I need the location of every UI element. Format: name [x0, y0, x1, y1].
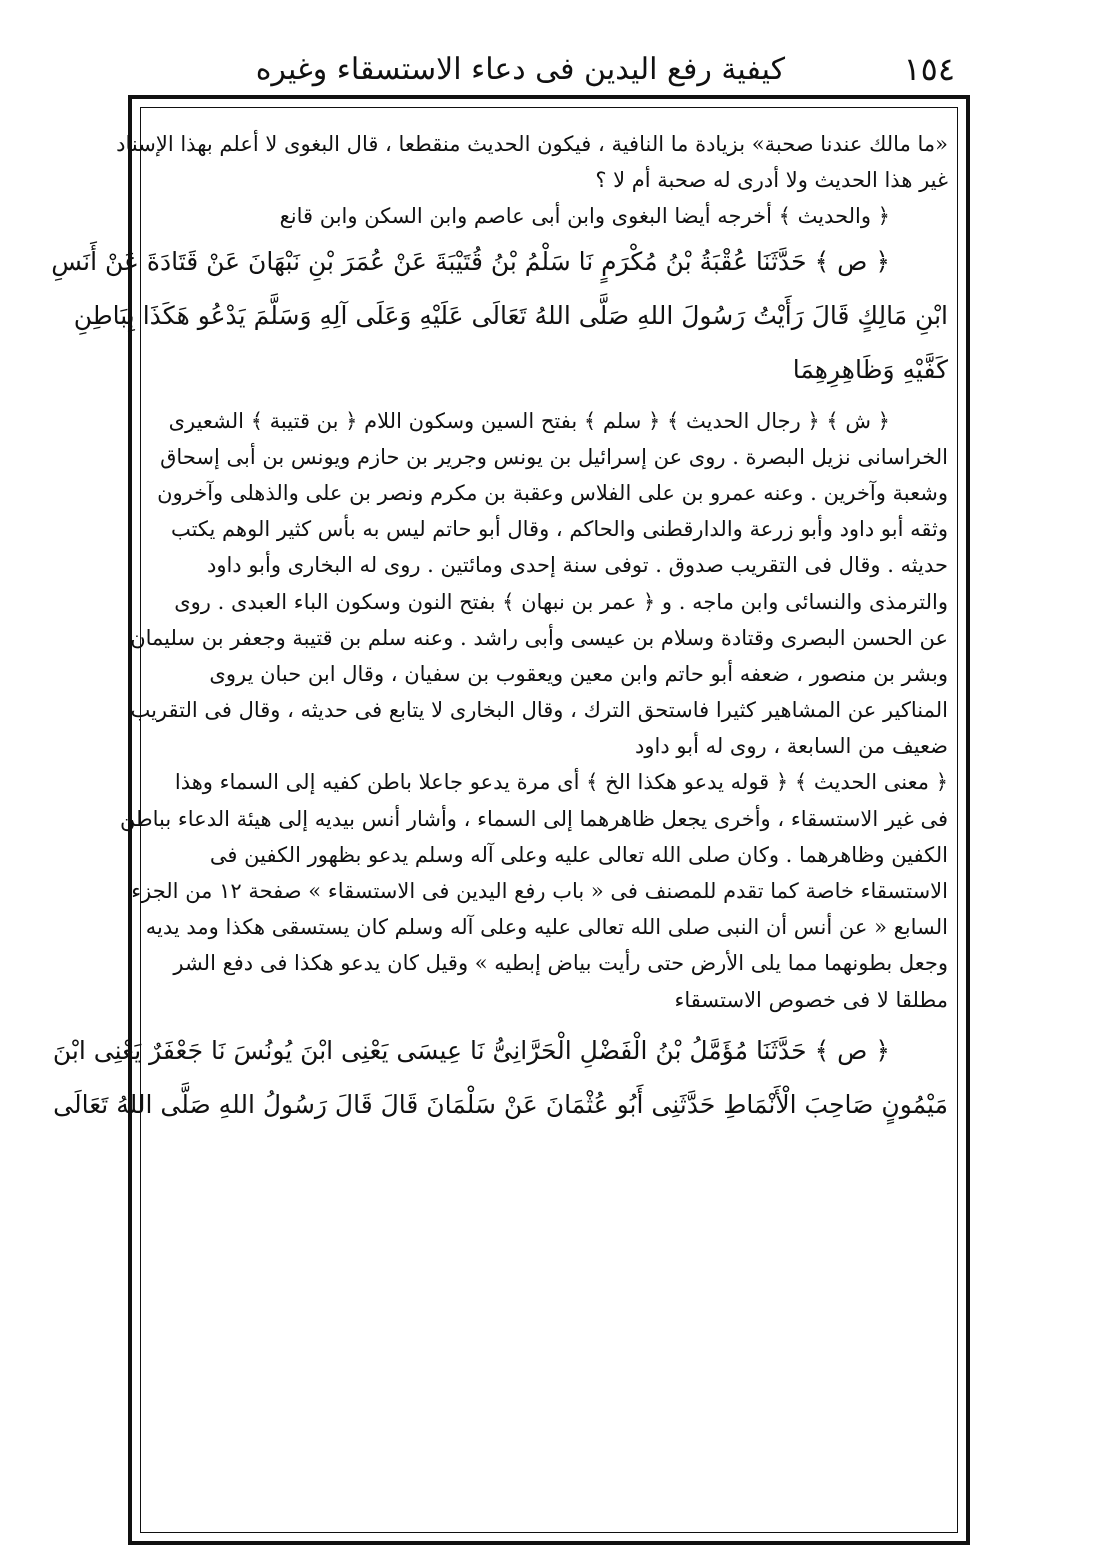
text-line: وجعل بطونهما مما يلى الأرض حتى رأيت بياض إبطيه » وقيل كان يدعو هكذا فى دفع الشر	[173, 951, 948, 976]
text-line: الخراسانى نزيل البصرة . روى عن إسرائيل بن يونس وجرير بن حازم ويونس بن أبى إسحاق	[160, 444, 948, 469]
text-line: ﴿ ص ﴾ حَدَّثَنَا مُؤَمَّلُ بْنُ الْفَضْلِ الْحَرَّانِىُّ نَا عِيسَى يَعْنِى ابْنَ يُونُسَ نَا جَعْفَرٌ يَعْنِى ابْنَ	[52, 1035, 890, 1065]
text-line: «ما مالك عندنا صحبة» بزيادة ما النافية ، فيكون الحديث منقطعا ، قال البغوى لا أعلم بهذا الإسناد	[116, 132, 948, 156]
text-line: ابْنِ مَالِكٍ قَالَ رَأَيْتُ رَسُولَ اللهِ صَلَّى اللهُ تَعَالَى عَلَيْهِ وَعَلَى آلِهِ وَسَلَّمَ يَدْعُو هَكَذَا بِبَاطِنِ	[73, 300, 948, 330]
running-title: كيفية رفع اليدين فى دعاء الاستسقاء وغيره	[255, 52, 785, 87]
text-line: المناكير عن المشاهير كثيرا فاستحق الترك ، وقال البخارى لا يتابع فى حديثه ، وقال فى التقريب	[130, 698, 948, 723]
text-line: ﴿ معنى الحديث ﴾ ﴿ قوله يدعو هكذا الخ ﴾ أى مرة يدعو جاعلا باطن كفيه إلى السماء وهذا	[174, 770, 948, 795]
text-line: مطلقا لا فى خصوص الاستسقاء	[674, 987, 948, 1012]
text-line: الكفين وظاهرهما . وكان صلى الله تعالى عليه وعلى آله وسلم يدعو بظهور الكفين فى	[209, 842, 948, 867]
text-line: وثقه أبو داود وأبو زرعة والدارقطنى والحاكم ، وقال أبو حاتم ليس به بأس كثير الوهم يكتب	[170, 517, 948, 542]
page-number: ١٥٤	[903, 50, 955, 88]
text-body	[51, 126, 948, 1526]
text-line: ﴿ والحديث ﴾ أخرجه أيضا البغوى وابن أبى عاصم وابن السكن وابن قانع	[279, 204, 890, 229]
text-line: ﴿ ص ﴾ حَدَّثَنَا عُقْبَةُ بْنُ مُكْرَمٍ نَا سَلْمُ بْنُ قُتَيْبَةَ عَنْ عُمَرَ بْنِ نَبْهَانَ عَنْ قَتَادَةَ عَنْ أَنَسِ	[51, 246, 890, 276]
text-line: السابع « عن أنس أن النبى صلى الله تعالى عليه وعلى آله وسلم كان يستسقى هكذا ومد يديه	[145, 915, 948, 940]
text-line: والترمذى والنسائى وابن ماجه . و ﴿ عمر بن نبهان ﴾ بفتح النون وسكون الباء العبدى . روى	[174, 589, 948, 614]
page-header	[140, 40, 975, 96]
text-line: وشعبة وآخرين . وعنه عمرو بن على الفلاس وعقبة بن مكرم ونصر بن على والذهلى وآخرون	[157, 480, 948, 505]
text-line: غير هذا الحديث ولا أدرى له صحبة أم لا ؟	[595, 168, 948, 193]
text-line: ضعيف من السابعة ، روى له أبو داود	[635, 734, 948, 759]
text-line: حديثه . وقال فى التقريب صدوق . توفى سنة إحدى ومائتين . روى له البخارى وأبو داود	[206, 553, 948, 578]
text-line: وبشر بن منصور ، ضعفه أبو حاتم وابن معين ويعقوب بن سفيان ، وقال ابن حبان يروى	[209, 661, 948, 686]
text-line: مَيْمُونٍ صَاحِبَ الْأَنْمَاطِ حَدَّثَنِى أَبُو عُثْمَانَ عَنْ سَلْمَانَ قَالَ قَالَ رَسُولُ اللهِ صَلَّى اللهُ تَعَالَى	[53, 1089, 948, 1119]
text-line: فى غير الاستسقاء ، وأخرى يجعل ظاهرهما إلى السماء ، وأشار أنس بيديه إلى هيئة الدعاء بباطن	[119, 806, 948, 831]
text-line: ﴿ ش ﴾ ﴿ رجال الحديث ﴾ ﴿ سلم ﴾ بفتح السين وسكون اللام ﴿ بن قتيبة ﴾ الشعيرى	[168, 408, 890, 433]
text-line: الاستسقاء خاصة كما تقدم للمصنف فى « باب رفع اليدين فى الاستسقاء » صفحة ١٢ من الجزء	[131, 879, 948, 903]
text-line: كَفَّيْهِ وَظَاهِرِهِمَا	[792, 354, 948, 384]
text-line: عن الحسن البصرى وقتادة وسلام بن عيسى وأبى راشد . وعنه سلم بن قتيبة وجعفر بن سليمان	[130, 625, 948, 650]
